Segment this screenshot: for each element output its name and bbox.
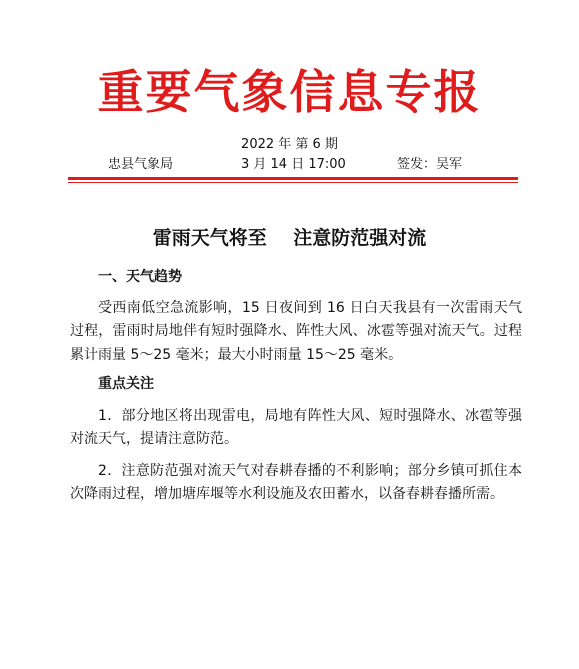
report-title: 重要气象信息专报 bbox=[97, 65, 482, 119]
signer: 签发：吴军 bbox=[397, 157, 463, 172]
document-headline: 雷雨天气将至 注意防范强对流 bbox=[152, 227, 427, 249]
trend-paragraph: 受西南低空急流影响，15 日夜间到 16 日白天我县有一次雷雨天气过程，雷雨时局地伴有短时强降水、阵性大风、冰雹等强对流天气。过程累计雨量 5～25 毫米；最大小时雨量 15～25 毫米。 bbox=[70, 299, 522, 363]
red-rule-thin bbox=[68, 182, 518, 183]
issuing-organization: 忠县气象局 bbox=[108, 157, 174, 172]
issue-number: 2022 年 第 6 期 bbox=[241, 137, 338, 152]
meta-row bbox=[108, 156, 508, 174]
focus-item: 2．注意防范强对流天气对春耕春播的不利影响；部分乡镇可抓住本次降雨过程，增加塘库堰等水利设施及农田蓄水，以备春耕春播所需。 bbox=[70, 462, 522, 502]
issue-datetime: 3 月 14 日 17:00 bbox=[241, 157, 346, 172]
section-heading-trend: 一、天气趋势 bbox=[98, 269, 182, 285]
document-body bbox=[70, 266, 522, 507]
red-rule-thick bbox=[68, 177, 518, 180]
focus-item: 1．部分地区将出现雷电，局地有阵性大风、短时强降水、冰雹等强对流天气，提请注意防范。 bbox=[70, 407, 522, 447]
section-heading-focus: 重点关注 bbox=[98, 376, 154, 392]
